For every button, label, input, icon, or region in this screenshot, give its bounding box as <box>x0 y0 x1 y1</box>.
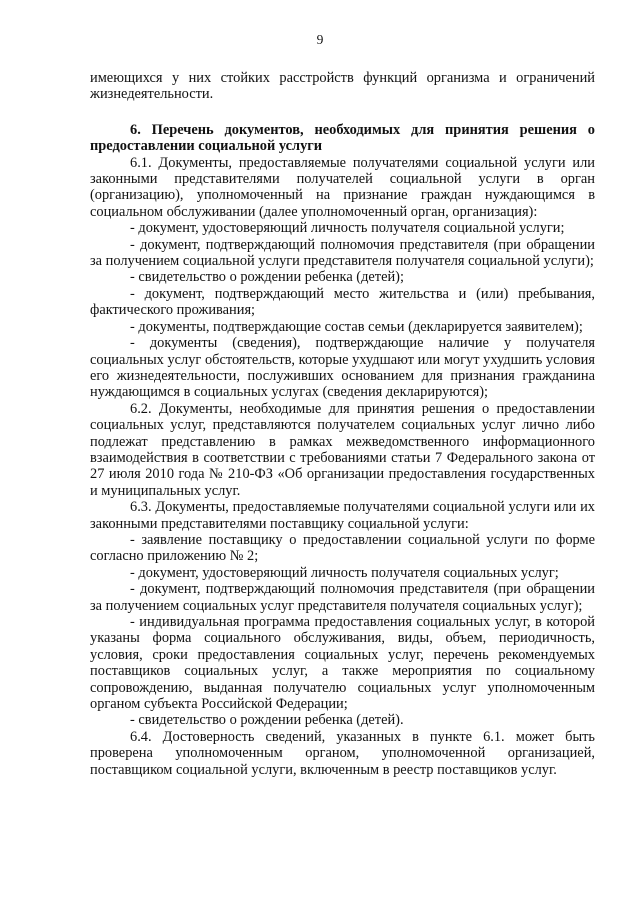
paragraph-6-4: 6.4. Достоверность сведений, указанных в пункте 6.1. может быть проверена уполномоченным органом, уполномоченной организацией, поставщиком социальной услуги, включенным в реестр поставщиков услуг. <box>90 728 595 778</box>
list-item: - документ, подтверждающий место жительства и (или) пребывания, фактического проживания; <box>90 285 595 319</box>
section-heading: 6. Перечень документов, необходимых для принятия решения о предоставлении социальной услуги <box>90 121 595 155</box>
list-item: - документы, подтверждающие состав семьи (декларируется заявителем); <box>130 318 583 335</box>
list-item: - документ, подтверждающий полномочия представителя (при обращении за получением социальной услуги представителя получателя социальной услуги); <box>90 236 595 270</box>
paragraph-6-3: 6.3. Документы, предоставляемые получателями социальной услуги или их законными представителями поставщику социальной услуги: <box>90 499 595 532</box>
list-item: - заявление поставщику о предоставлении социальной услуги по форме согласно приложению № 2; <box>90 531 595 565</box>
list-item: - документ, удостоверяющий личность получателя социальных услуг; <box>130 564 559 581</box>
list-item: - документ, подтверждающий полномочия представителя (при обращении за получением социальных услуг представителя получателя социальных услуг); <box>90 581 595 614</box>
intro-paragraph: имеющихся у них стойких расстройств функций организма и ограничений жизнедеятельности. <box>90 70 595 103</box>
page-number: 9 <box>316 32 324 47</box>
paragraph-6-1: 6.1. Документы, предоставляемые получателями социальной услуги или законными представителями получателей социальной услуги в орган (организацию), уполномоченный на признание граждан нуждающимся в социальном обслуживании (далее уполномоченный орган, организация): <box>90 154 595 220</box>
list-item: - свидетельство о рождении ребенка (детей); <box>130 269 404 286</box>
list-item: - документ, удостоверяющий личность получателя социальной услуги; <box>130 220 565 237</box>
document-body <box>90 70 595 778</box>
list-item: - индивидуальная программа предоставления социальных услуг, в которой указаны форма социального обслуживания, виды, объем, периодичность, условия, сроки предоставления социальных услуг, перечень рекомендуемых поставщиков социальных услуг, а также мероприятия по социальному сопровождению, выданная получателю социальных услуг уполномоченным органом субъекта Российской Федерации; <box>90 614 595 713</box>
paragraph-6-2: 6.2. Документы, необходимые для принятия решения о предоставлении социальных услуг, представляются получателем социальных услуг лично либо подлежат представлению в рамках межведомственного информационного взаимодействия в соответствии с требованиями статьи 7 Федерального закона от 27 июля 2010 года № 210-ФЗ «Об организации предоставления государственных и муниципальных услуг. <box>90 400 595 499</box>
list-item: - документы (сведения), подтверждающие наличие у получателя социальных услуг обстоятельств, которые ухудшают или могут ухудшить условия его жизнедеятельности, послуживших основанием для признания гражданина нуждающимся в социальных услугах (сведения декларируются); <box>90 335 595 401</box>
list-item: - свидетельство о рождении ребенка (детей). <box>130 712 404 729</box>
